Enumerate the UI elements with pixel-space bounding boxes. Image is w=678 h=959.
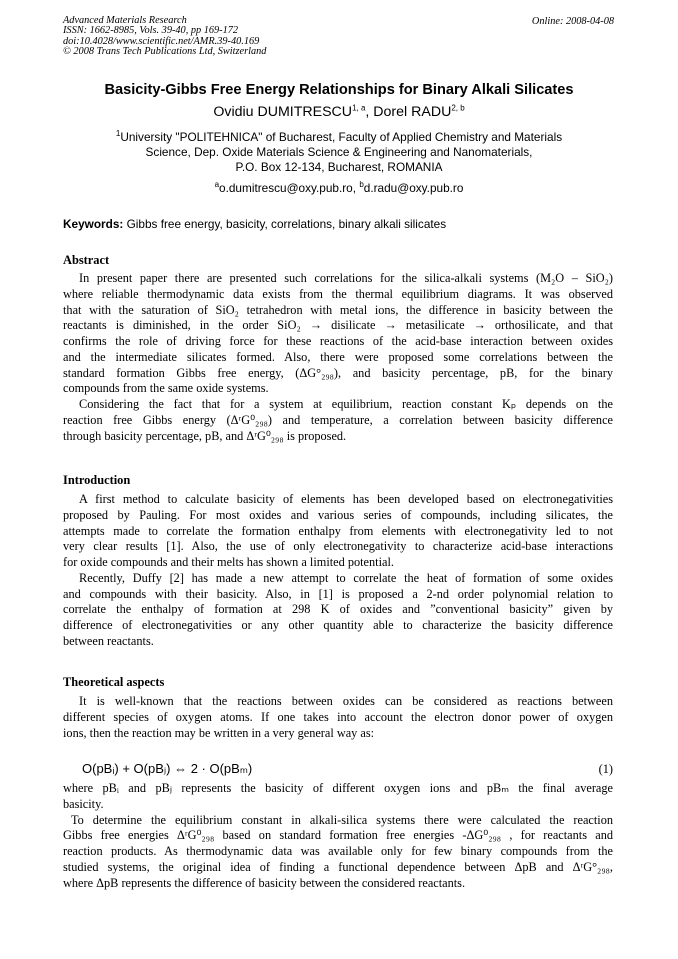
author-list [0,104,678,120]
email-link[interactable]: o.dumitrescu@oxy.pub.ro [219,181,353,195]
text-line: basicity. [63,796,104,811]
affil-mark: 1 [115,129,121,139]
text-line: It is well-known that the reactions between oxides can be considered as reactions between [79,694,613,708]
text-line: for oxide compounds and their melts has shown a limited potential. [63,555,394,569]
introduction-heading: Introduction [63,473,131,487]
equation-1: O(pBᵢ) + O(pBⱼ) ⇔ 2 · O(pBₘ) [82,761,253,776]
author-emails [0,181,678,195]
affiliation [0,130,678,175]
text-line: reaction free Gibbs energy (ΔʳG⁰₂₉₈) and temperature, a correlation between basicity difference [63,412,613,427]
text-line: A first method to calculate basicity of elements has been developed based on electronegativities [79,492,613,506]
text-line: different species of oxygen atoms. If one takes into account the electron donor power of oxygen [63,709,613,724]
text-line: To determine the equilibrium constant in alkali-silica systems there were calculated the reaction [71,812,613,827]
email-separator: , [352,181,360,195]
text-line: Considering the fact that for a system at equilibrium, reaction constant Kₚ depends on the [79,397,613,411]
text-line: that with the saturation of SiO₂ tetrahedron with metal ions, the difference in basicity between the [63,302,613,317]
text-line: very clear results [1]. Also, the use of only electronegativity to characterize acid-base interactions [63,539,613,554]
text-line: confirms the role of driving force for these reactions of the acid-base interaction between oxides [63,334,613,348]
issn-line: ISSN: 1662-8985, Vols. 39-40, pp 169-172 [63,25,239,37]
affil-line: Science, Dep. Oxide Materials Science & Engineering and Nanomaterials, [145,145,533,159]
email-mark: a [214,180,220,190]
text-line: where pBᵢ and pBⱼ represents the basicity of different oxygen ions and pBₘ the final average [63,781,613,795]
text-line: ions, then the reaction may be written in a very general way as: [63,725,375,740]
doi-line: doi:10.4028/www.scientific.net/AMR.39-40.169 [63,35,260,47]
keywords-label: Keywords: [63,217,124,231]
introduction-paragraph [63,492,613,650]
keywords [63,217,446,231]
theory-heading: Theoretical aspects [63,675,165,689]
text-line: standard formation Gibbs free energy, (ΔG°₂₉₈), and basicity percentage, pB, for the binary [63,365,613,380]
text-line: reactants is diminished, in the order SiO₂ → disilicate → metasilicate → orthosilicate, and that [63,318,613,333]
online-date: Online: 2008-04-08 [531,16,614,27]
text-line: and the intermediate silicates formed. Also, there were proposed some correlations between the [63,349,613,364]
equation-number: (1) [598,762,613,776]
text-line: correlate the enthalpy of formation at 298 K of oxides and ”conventional basicity” given by [63,602,613,617]
journal-header [63,16,266,58]
affil-line: University "POLITEHNICA" of Bucharest, Faculty of Applied Chemistry and Materials [120,130,563,144]
text-line: studied systems, the original idea of finding a functional dependence between ΔpB and ΔʳG°₂₉₈, [63,859,613,874]
paper-title: Basicity-Gibbs Free Energy Relationships for Binary Alkali Silicates [104,82,574,98]
text-line: attempts made to correlate the formation enthalpy from elements with electronegativity led to not [63,523,613,538]
affil-line: P.O. Box 12-134, Bucharest, ROMANIA [235,160,443,174]
theory-paragraph [63,781,613,891]
abstract-heading: Abstract [63,253,110,267]
text-line: difference of electronegativities or any other quantity able to characterize the basicity difference [63,618,613,632]
author-name: Dorel RADU [373,104,452,120]
author-name: Ovidiu DUMITRESCU [213,104,353,120]
text-line: In present paper there are presented such correlations for the silica-alkali systems (M₂O – SiO₂) [79,271,613,285]
text-line: where ΔpB represents the difference of basicity between the considered reactants. [63,875,466,890]
text-line: compounds from the same oxide systems. [63,381,269,396]
copyright-line: © 2008 Trans Tech Publications Ltd, Switzerland [63,46,267,58]
email-link[interactable]: d.radu@oxy.pub.ro [363,181,464,195]
email-mark: b [359,180,364,190]
text-line: proposed by Pauling. For most oxides and various series of compounds, including silicates, the [63,507,613,522]
text-line: where reliable thermodynamic data exists from the thermal equilibrium diagrams. It was observed [63,286,613,301]
journal-name: Advanced Materials Research [63,15,187,26]
author-separator: , [365,104,374,120]
keywords-text: Gibbs free energy, basicity, correlations, binary alkali silicates [126,217,447,231]
text-line: Recently, Duffy [2] has made a new attempt to correlate the heat of formation of some oxides [79,570,613,585]
text-line: through basicity percentage, pB, and ΔʳG⁰₂₉₈ is proposed. [63,428,347,443]
text-line: reaction products. As thermodynamic data was available only for few binary compounds from the [63,844,613,858]
text-line: between reactants. [63,633,154,648]
text-line: and compounds with their basicity. Also, in [1] is proposed a 2-nd order polynomial relation to [63,586,613,601]
author-affil-mark: 2, b [451,103,465,113]
theory-paragraph [63,694,613,741]
abstract-paragraph [63,271,613,444]
text-line: Gibbs free energies ΔʳG⁰₂₉₈ based on standard formation free energies -ΔG⁰₂₉₈ , for reactants and [63,828,613,843]
author-affil-mark: 1, a [352,103,366,113]
